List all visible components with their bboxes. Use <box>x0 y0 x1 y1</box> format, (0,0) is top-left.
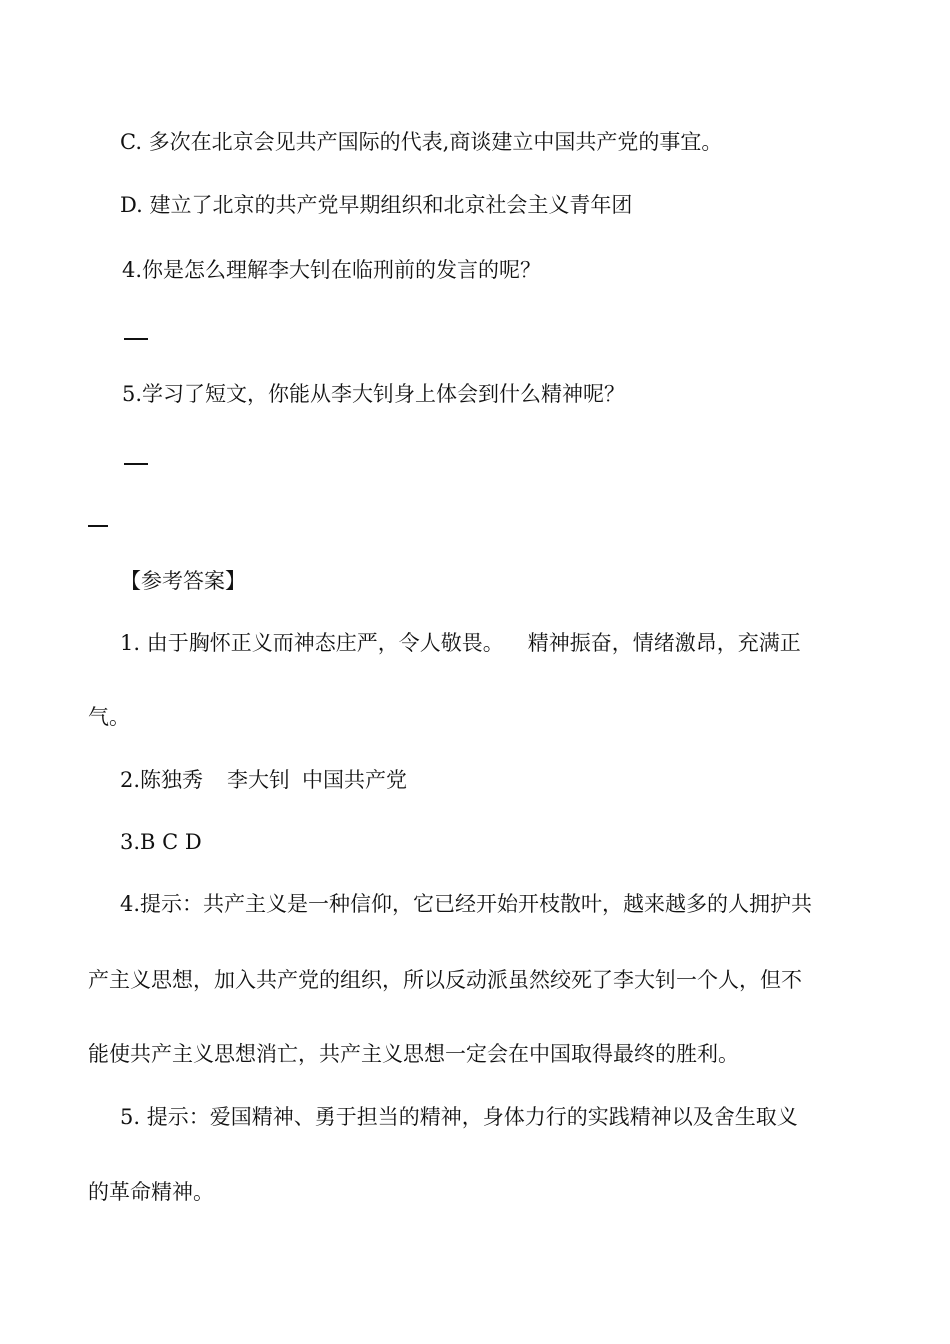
answer-blank-q5-line2 <box>88 525 108 527</box>
answer-blank-q4 <box>124 338 148 340</box>
option-c: C. 多次在北京会见共产国际的代表,商谈建立中国共产党的事宜。 <box>120 130 723 154</box>
answer-2-part2: 李大钊 <box>227 768 291 792</box>
answer-4-line1: 4.提示：共产主义是一种信仰，它已经开始开枝散叶，越来越多的人拥护共 <box>120 892 813 916</box>
question-4: 4.你是怎么理解李大钊在临刑前的发言的呢？ <box>122 258 542 282</box>
answer-1-continued: 气。 <box>88 705 130 729</box>
option-d: D. 建立了北京的共产党早期组织和北京社会主义青年团 <box>120 193 633 217</box>
answer-3: 3.B C D <box>120 830 202 854</box>
answer-5-line2: 的革命精神。 <box>88 1180 214 1204</box>
answer-2 <box>120 766 407 794</box>
answers-heading: 【参考答案】 <box>120 569 246 593</box>
answer-4-line3: 能使共产主义思想消亡，共产主义思想一定会在中国取得最终的胜利。 <box>88 1042 739 1066</box>
question-5: 5.学习了短文，你能从李大钊身上体会到什么精神呢？ <box>122 382 626 406</box>
answer-2-part1: 2.陈独秀 <box>120 768 204 792</box>
answer-2-part3: 中国共产党 <box>302 768 408 792</box>
answer-4-line2: 产主义思想，加入共产党的组织，所以反动派虽然绞死了李大钊一个人，但不 <box>88 968 802 992</box>
answer-5-line1: 5. 提示：爱国精神、勇于担当的精神，身体力行的实践精神以及舍生取义 <box>120 1105 798 1129</box>
answer-1-part1: 1. 由于胸怀正义而神态庄严，令人敬畏。 <box>120 631 504 655</box>
answer-blank-q5-line1 <box>124 463 148 465</box>
answer-1 <box>120 629 801 657</box>
answer-1-part2: 精神振奋，情绪激昂，充满正 <box>527 631 801 655</box>
